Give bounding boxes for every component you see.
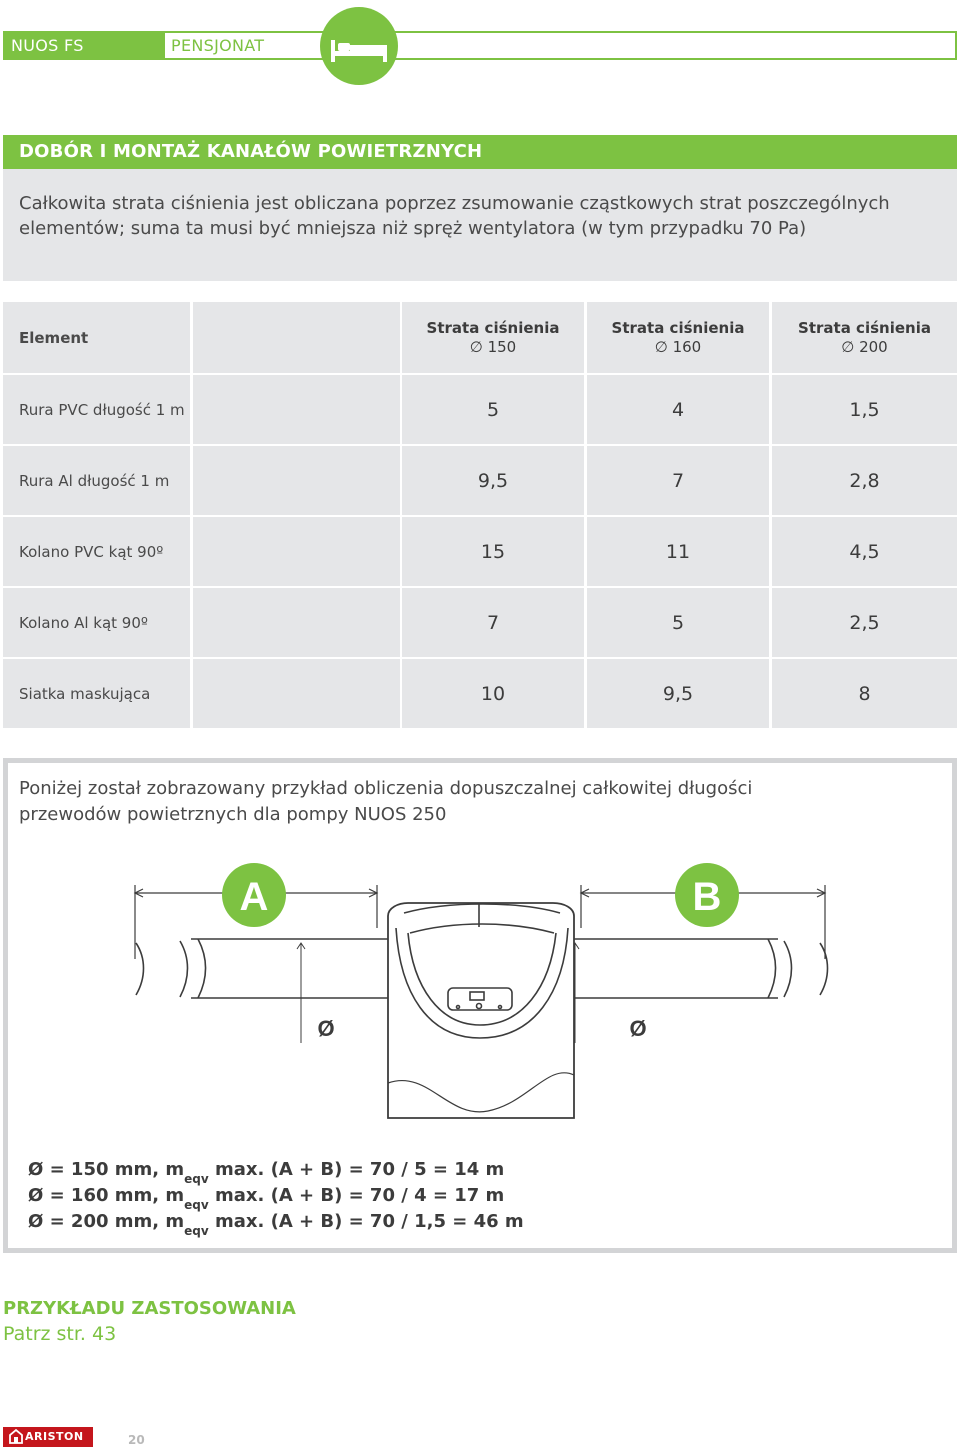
row-value-150: 5 <box>486 398 500 421</box>
example-line-1: Poniżej został zobrazowany przykład obliczenia dopuszczalnej całkowitej długości <box>19 778 753 799</box>
formulas <box>28 1157 524 1238</box>
application-page-ref[interactable]: Patrz str. 43 <box>3 1323 117 1345</box>
label-b: B <box>692 875 722 919</box>
row-element: Kolano Al kąt 90º <box>19 613 148 632</box>
row-value-160: 7 <box>671 469 685 492</box>
formula-200: Ø = 200 mm, $m_{eqv}$ max. (A + B) = 70 / 1,5 = 46 m <box>28 1211 524 1238</box>
bed-icon <box>320 7 398 85</box>
ariston-logo <box>3 1427 93 1447</box>
row-value-160: 4 <box>671 398 685 421</box>
category-tab: PENSJONAT <box>171 36 265 55</box>
brand-name: ARISTON <box>25 1430 84 1443</box>
intro-line-1: Całkowita strata ciśnienia jest obliczana poprzez zsumowanie cząstkowych strat poszczególnych <box>19 193 890 214</box>
header-cell-200 <box>772 302 957 373</box>
diameter-symbol-right: Ø <box>629 1016 647 1041</box>
formula-150: Ø = 150 mm, $m_{eqv}$ max. (A + B) = 70 / 5 = 14 m <box>28 1159 505 1186</box>
row-value-150: 7 <box>486 611 500 634</box>
row-value-200: 8 <box>858 682 871 705</box>
header-cell-160 <box>587 302 769 373</box>
header-bar <box>3 31 957 60</box>
row-value-160: 5 <box>671 611 685 634</box>
label-a: A <box>239 875 269 919</box>
row-value-200: 2,5 <box>849 611 880 634</box>
table-row <box>3 588 957 657</box>
row-value-160: 9,5 <box>662 682 694 705</box>
section-title: DOBÓR I MONTAŻ KANAŁÓW POWIETRZNYCH <box>3 135 957 169</box>
example-line-2: przewodów powietrznych dla pompy NUOS 250 <box>19 804 447 825</box>
header-cell-150 <box>402 302 584 373</box>
row-value-150: 15 <box>480 540 506 563</box>
row-value-160: 11 <box>665 540 691 563</box>
table-row <box>3 375 957 444</box>
row-value-150: 10 <box>480 682 506 705</box>
row-value-200: 2,8 <box>849 469 880 492</box>
product-tab: NUOS FS <box>5 33 165 58</box>
row-element: Kolano PVC kąt 90º <box>19 542 164 561</box>
table-row <box>3 446 957 515</box>
header-150-diameter: ∅ 150 <box>469 337 517 356</box>
table-row <box>3 659 957 728</box>
page-number: 20 <box>128 1433 145 1447</box>
row-value-200: 4,5 <box>849 540 880 563</box>
formula-160: Ø = 160 mm, $m_{eqv}$ max. (A + B) = 70 / 4 = 17 m <box>28 1185 505 1212</box>
header-cell-element <box>3 302 190 373</box>
header-200-title: Strata ciśnienia <box>798 318 931 337</box>
intro-text <box>3 169 957 281</box>
row-element: Rura PVC długość 1 m <box>19 400 185 419</box>
right-duct <box>553 939 828 998</box>
intro-line-2: elementów; suma ta musi być mniejsza niż spręż wentylatora (w tym przypadku 70 Pa) <box>19 218 807 239</box>
house-icon <box>6 1427 26 1447</box>
left-duct <box>136 939 410 998</box>
row-element: Rura Al długość 1 m <box>19 471 170 490</box>
header-160-title: Strata ciśnienia <box>611 318 745 337</box>
header-element-label: Element <box>19 328 89 347</box>
header-200-diameter: ∅ 200 <box>841 337 888 356</box>
table-header-row <box>3 302 957 371</box>
diameter-symbol-left: Ø <box>317 1016 335 1041</box>
header-150-title: Strata ciśnienia <box>426 318 560 337</box>
row-element: Siatka maskująca <box>19 684 151 703</box>
header-160-diameter: ∅ 160 <box>654 337 702 356</box>
row-value-200: 1,5 <box>849 398 880 421</box>
table-row <box>3 517 957 586</box>
application-title: PRZYKŁADU ZASTOSOWANIA <box>3 1298 296 1319</box>
header-cell-empty <box>193 302 400 373</box>
example-box <box>3 758 957 1253</box>
row-value-150: 9,5 <box>477 469 509 492</box>
